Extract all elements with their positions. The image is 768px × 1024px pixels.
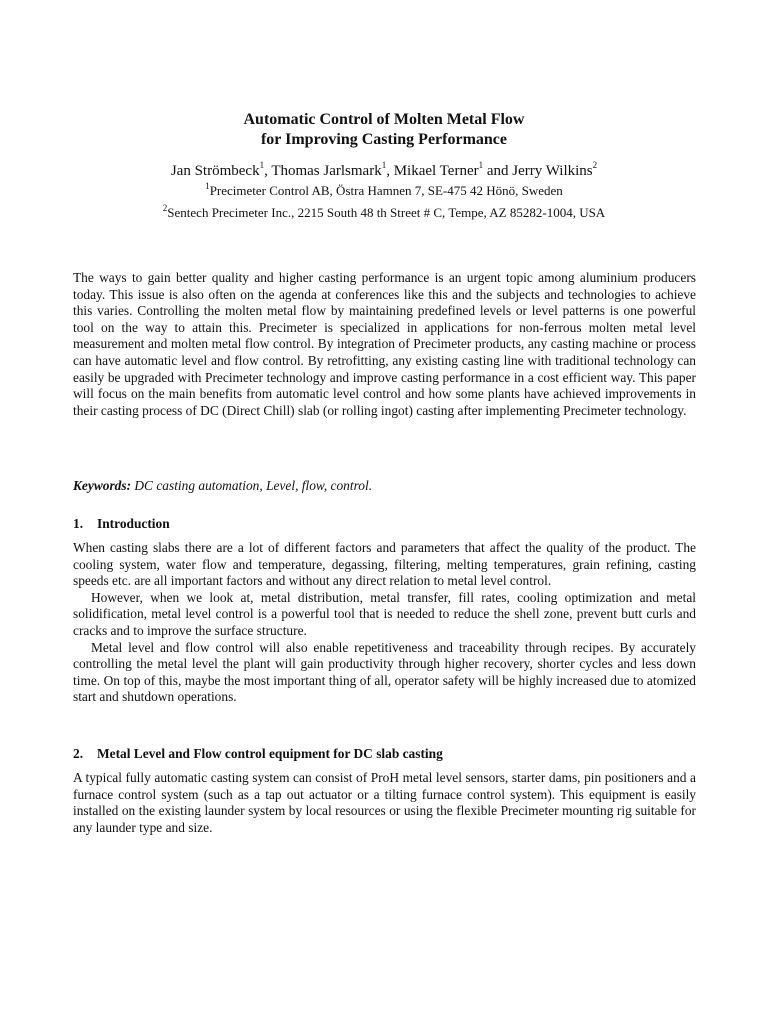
section-title: Introduction	[97, 516, 170, 531]
abstract-text: The ways to gain better quality and higher casting performance is an urgent topic among aluminium producers today. This issue is also often on the agenda at conferences like this and the subjects and technologies to achieve this varies. Controlling the molten metal flow by maintaining predefined levels or level patterns is one powerful tool on the way to attain this. Precimeter is specialized in applications for non-ferrous molten metal level measurement and molten metal flow control. By integration of Precimeter products, any casting machine or process can have automatic level and flow control. By retrofitting, any existing casting line with traditional technology can easily be upgraded with Precimeter technology and improve casting performance in a cost efficient way. This paper will focus on the main benefits from automatic level control and how some plants have achieved improvements in their casting process of DC (Direct Chill) slab (or rolling ingot) casting after implementing Precimeter technology.	[73, 270, 696, 418]
affiliation-mark: 1	[205, 180, 210, 191]
author-affiliation-mark: 1	[381, 160, 387, 170]
paper-title-line-2: for Improving Casting Performance	[260, 131, 508, 148]
keywords	[73, 478, 696, 495]
author-separator: ,	[386, 163, 394, 179]
section-number: 1.	[73, 516, 84, 531]
author-name: Jan Strömbeck	[170, 163, 260, 179]
affiliation-mark: 2	[162, 202, 168, 213]
author-affiliation-mark: 2	[592, 160, 598, 170]
affiliation-2	[0, 204, 768, 222]
author-affiliation-mark: 1	[478, 160, 484, 170]
paragraph: A typical fully automatic casting system can consist of ProH metal level sensors, starter dams, pin positioners and a furnace control system (such as a tap out actuator or a tilting furnace control system). This equipment is easily installed on the existing launder system by local resources or using the flexible Precimeter mounting rig suitable for any launder type and size.	[73, 770, 696, 835]
section-number: 2.	[73, 746, 84, 761]
author-name: Thomas Jarlsmark	[271, 163, 382, 179]
keywords-text: DC casting automation, Level, flow, control.	[134, 478, 373, 493]
paragraph: Metal level and flow control will also enable repetitiveness and traceability through recipes. By accurately controlling the metal level the plant will gain productivity through higher recovery, shorter cycles and less down time. On top of this, maybe the most important thing of all, operator safety will be highly increased due to atomized start and shutdown operations.	[73, 639, 696, 705]
author-name: Jerry Wilkins	[512, 163, 593, 179]
author-separator: and	[483, 163, 513, 179]
section-body-introduction	[73, 540, 696, 706]
paragraph: When casting slabs there are a lot of different factors and parameters that affect the quality of the product. The cooling system, water flow and temperature, degassing, filtering, melting temperatures, grain refining, casting speeds etc. are all important factors and without any direct relation to metal level control.	[73, 540, 696, 589]
author-list	[0, 161, 768, 181]
affiliation-text: Precimeter Control AB, Östra Hamnen 7, SE-475 42 Hönö, Sweden	[209, 183, 563, 198]
section-title: Metal Level and Flow control equipment for DC slab casting	[97, 746, 443, 761]
paper-title-line-1: Automatic Control of Molten Metal Flow	[243, 111, 525, 128]
affiliation-1	[0, 182, 768, 200]
section-heading-equipment	[73, 745, 696, 762]
section-body-equipment	[73, 770, 696, 836]
author-affiliation-mark: 1	[259, 160, 265, 170]
keywords-line	[73, 478, 696, 495]
paragraph: However, when we look at, metal distribution, metal transfer, fill rates, cooling optimization and metal solidification, metal level control is a powerful tool that is needed to reduce the shell zone, prevent butt curls and cracks and to improve the surface structure.	[73, 589, 696, 638]
author-separator: ,	[264, 163, 272, 179]
keywords-label: Keywords:	[73, 478, 132, 493]
affiliation-text: Sentech Precimeter Inc., 2215 South 48 th Street # C, Tempe, AZ 85282-1004, USA	[167, 205, 606, 220]
author-name: Mikael Terner	[393, 163, 479, 179]
section-heading-introduction	[73, 515, 696, 532]
abstract	[73, 270, 696, 419]
